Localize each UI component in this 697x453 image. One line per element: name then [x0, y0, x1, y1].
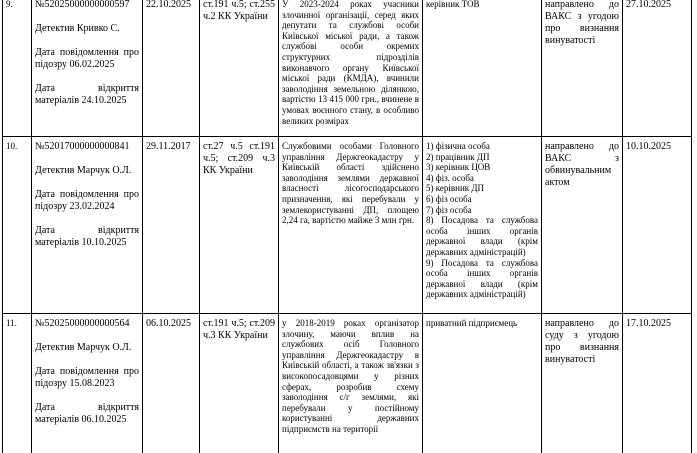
investigator: Детектив Марчук О.Л.	[35, 165, 132, 176]
role-item: 7) фіз особа	[426, 204, 472, 215]
case-number: №52017000000000841	[35, 141, 130, 152]
cases-table	[2, 0, 692, 453]
investigator: Детектив Марчук О.Л.	[35, 342, 132, 353]
case-info	[32, 314, 143, 453]
role-item: керівник ТОВ	[426, 0, 480, 9]
role-item: 3) керівник ЦОВ	[426, 162, 491, 173]
access-date: 10.10.2025	[81, 237, 127, 248]
criminal-articles: ст.27 ч.5 ст.191 ч.5; ст.209 ч.3 КК України	[200, 137, 279, 314]
role-item: 4) фіз. особа	[426, 172, 474, 183]
status-date: 27.10.2025	[623, 0, 692, 137]
case-description: Службовими особами Головного управління Держгеокадастру у Київській області здійснено заволодіння землями державної власності лісогосподарського призначення, які перебували у землекористуванні ДП, площею 2,24 га, вартістю майже 3 млн грн.	[279, 137, 423, 314]
roles-list	[426, 141, 538, 300]
suspicion-notice	[35, 47, 139, 71]
registration-date: 06.10.2025	[143, 314, 200, 453]
case-number: №52025000000000597	[35, 0, 130, 10]
status-date: 17.10.2025	[623, 314, 692, 453]
access-label: Дата відкриття матеріалів	[35, 225, 139, 248]
notice-label: Дата повідомлення про підозру	[35, 189, 139, 212]
suspicion-notice	[35, 189, 139, 213]
suspicion-notice	[35, 366, 139, 390]
case-number: №52025000000000564	[35, 318, 130, 329]
role-item: 1) фізична особа	[426, 141, 490, 151]
suspect-roles	[423, 137, 542, 314]
table-row	[3, 314, 692, 453]
case-status: направлено до суду з угодою про визнання винуватості	[542, 314, 623, 453]
role-item: 5) керівник ДП	[426, 183, 485, 194]
materials-access	[35, 225, 139, 249]
case-info	[32, 137, 143, 314]
role-item: 2) працівник ДП	[426, 151, 490, 162]
row-number: 11.	[3, 314, 32, 453]
notice-label: Дата повідомлення про підозру	[35, 47, 139, 70]
case-info	[32, 0, 143, 137]
role-item: приватний підприємець	[426, 318, 518, 328]
suspect-roles	[423, 314, 542, 453]
table-row	[3, 137, 692, 314]
materials-access	[35, 83, 139, 107]
notice-date: 23.02.2024	[69, 201, 115, 212]
access-label: Дата відкриття матеріалів	[35, 83, 139, 106]
role-item: 8) Посадова та службова особа інших органів державної влади (крім державних адміністрацій)	[426, 215, 538, 257]
roles-list	[426, 0, 538, 10]
roles-list	[426, 318, 538, 329]
case-status: направлено до ВАКС з угодою про визнання винуватості	[542, 0, 623, 137]
row-number: 10.	[3, 137, 32, 314]
access-date: 24.10.2025	[81, 95, 127, 106]
notice-label: Дата повідомлення про підозру	[35, 366, 139, 389]
role-item: 9) Посадова та службова особа інших органів державної влади (крім державних адміністрацій)	[426, 257, 538, 300]
notice-date: 15.08.2023	[69, 378, 115, 389]
registration-date: 22.10.2025	[143, 0, 200, 137]
materials-access	[35, 402, 139, 426]
notice-date: 06.02.2025	[69, 59, 115, 70]
role-item: 6) фіз особа	[426, 193, 472, 204]
status-date: 10.10.2025	[623, 137, 692, 314]
table-row	[3, 0, 692, 137]
row-number: 9.	[3, 0, 32, 137]
criminal-articles: ст.191 ч.5; ст.255 ч.2 КК України	[200, 0, 279, 137]
investigator: Детектив Кривко С.	[35, 23, 120, 34]
access-date: 06.10.2025	[81, 414, 127, 425]
criminal-articles: ст.191 ч.5; ст.209 ч.3 КК України	[200, 314, 279, 453]
suspect-roles	[423, 0, 542, 137]
case-description: у 2018-2019 роках організатор злочину, маючи вплив на службових осіб Головного управління Держгеокадастру в Київській області, а також зв'язки з високопосадовцями у різних сферах, розробив схему заволодіння с/г землями, які перебували у постійному користуванні державних підприємств на території	[279, 314, 423, 453]
registration-date: 29.11.2017	[143, 137, 200, 314]
case-status: направлено до ВАКС з обвинувальним актом	[542, 137, 623, 314]
access-label: Дата відкриття матеріалів	[35, 402, 139, 425]
case-description: У 2023-2024 роках учасники злочинної організації, серед яких депутати та службові особи Київської міської ради, а також службові особи окремих структурних підрозділів виконавчого органу Київської міської ради (КМДА), вчинили заволодіння земельною ділянкою, вартістю 13 415 000 грн., вчинене в умовах воєнного стану, в особливо великих розмірах	[279, 0, 423, 137]
